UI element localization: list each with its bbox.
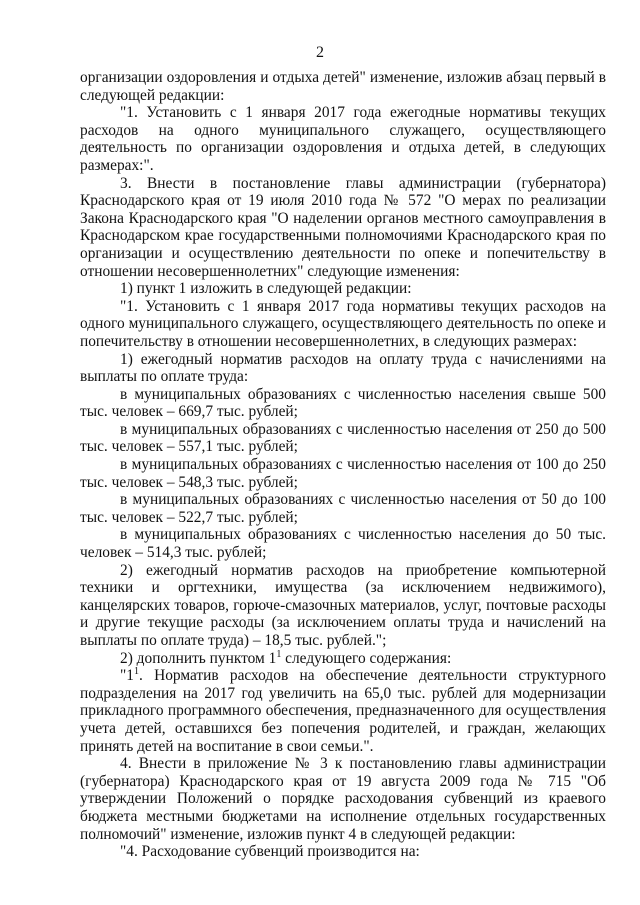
page-number: 2 — [316, 44, 324, 61]
paragraph: в муниципальных образованиях с численностью населения от 250 до 500 тыс. человек – 557,1 тыс. рублей; — [80, 420, 606, 456]
paragraph: 3. Внести в постановление главы администрации (губернатора) Краснодарского края от 19 июля 2010 года № 572 "О мерах по реализации Закона Краснодарского края "О наделении органов местного самоуправления в Краснодарском крае государственными полномочиями Краснодарского края по организации и осуществлению деятельности по опеке и попечительству в отношении несовершеннолетних" следующие изменения: — [80, 174, 606, 280]
paragraph: организации оздоровления и отдыха детей" изменение, изложив абзац первый в следующей редакции: — [80, 69, 606, 104]
paragraph: в муниципальных образованиях с численностью населения свыше 500 тыс. человек – 669,7 тыс. рублей; — [80, 385, 606, 421]
paragraph — [80, 667, 606, 755]
text-run: "1 — [120, 667, 134, 685]
paragraph: "1. Установить с 1 января 2017 года нормативы текущих расходов на одного муниципального служащего, осуществляющего деятельность по опеке и попечительству в отношении несовершеннолетних, в следующих размерах: — [80, 297, 606, 350]
text-run: следующего содержания: — [281, 649, 452, 667]
text-run: 2) дополнить пунктом 1 — [120, 649, 277, 667]
superscript: 1 — [133, 666, 139, 678]
paragraph: 2) ежегодный норматив расходов на приобретение компьютерной техники и оргтехники, имущества (за исключением недвижимого), канцелярских товаров, горюче-смазочных материалов, услуг, почтовые расходы и другие текущие расходы (за исключением оплаты труда и начислений на выплаты по оплате труда) – 18,5 тыс. рублей."; — [80, 561, 606, 649]
text-run: . Норматив расходов на обеспечение деятельности структурного подразделения на 2017 год увеличить на 65,0 тыс. рублей для модернизации прикладного программного обеспечения, предназначенного для осуществления учета детей, оставшихся без попечения родителей, и граждан, желающих принять детей на воспитание в свои семьи.". — [80, 667, 606, 755]
paragraph: в муниципальных образованиях с численностью населения от 100 до 250 тыс. человек – 548,3 тыс. рублей; — [80, 456, 606, 491]
superscript: 1 — [276, 648, 282, 660]
paragraph: в муниципальных образованиях с численностью населения до 50 тыс. человек – 514,3 тыс. рублей; — [80, 526, 606, 562]
paragraph: в муниципальных образованиях с численностью населения от 50 до 100 тыс. человек – 522,7 тыс. рублей; — [80, 491, 606, 526]
paragraph: 1) ежегодный норматив расходов на оплату труда с начислениями на выплаты по оплате труда: — [80, 350, 606, 386]
paragraph — [80, 650, 606, 668]
paragraph: 4. Внести в приложение № 3 к постановлению главы администрации (губернатора) Краснодарского края от 19 августа 2009 года № 715 "Об утверждении Положений о порядке расходования субвенций из краевого бюджета местными бюджетами на исполнение отдельных государственных полномочий" изменение, изложив пункт 4 в следующей редакции: — [80, 755, 606, 843]
paragraph: "1. Установить с 1 января 2017 года ежегодные нормативы текущих расходов на одного муниципального служащего, осуществляющего деятельность по организации оздоровления и отдыха детей, в следующих размерах:". — [80, 104, 606, 174]
document-body — [80, 69, 606, 861]
paragraph: 1) пункт 1 изложить в следующей редакции: — [120, 280, 412, 298]
paragraph: "4. Расходование субвенций производится на: — [120, 843, 420, 861]
